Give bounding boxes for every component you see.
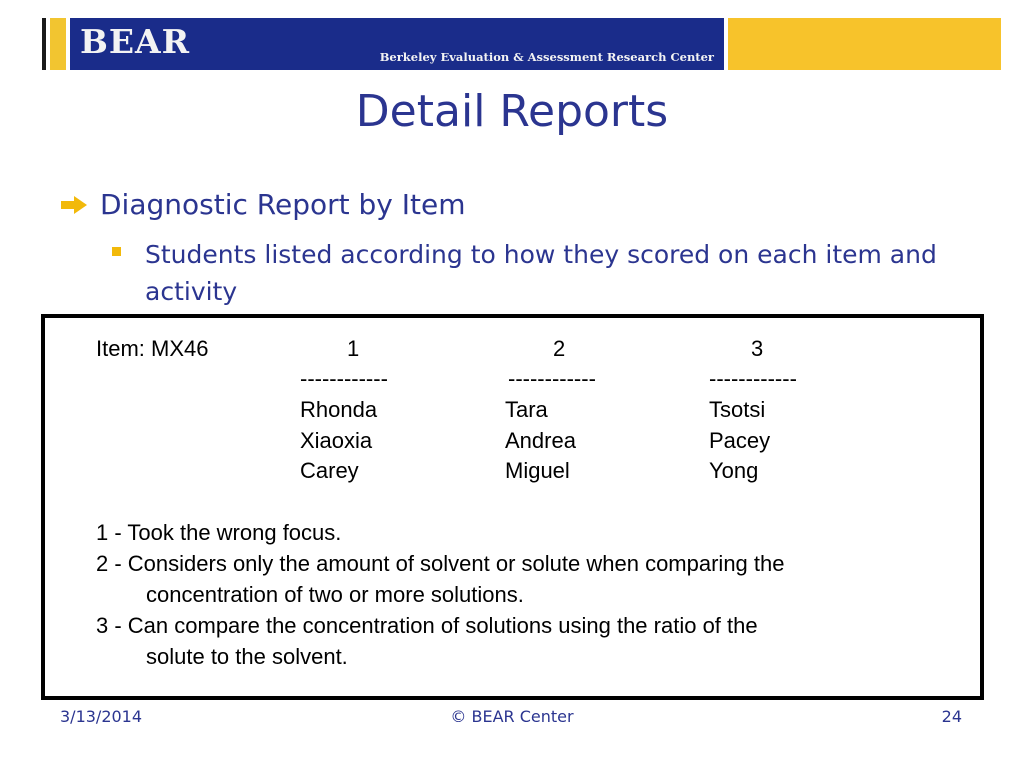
student-name: Carey [300, 458, 359, 483]
legend-line: 1 - Took the wrong focus. [96, 520, 342, 545]
legend-line-continuation: solute to the solvent. [146, 644, 348, 669]
bullet-level-2 [112, 236, 992, 310]
bullet-level-2-text: Students listed according to how they scored on each item and activity [145, 240, 937, 306]
footer-copyright: © BEAR Center [450, 707, 574, 726]
student-name: Yong [709, 458, 759, 483]
score-separator-1: ------------ [300, 366, 388, 391]
student-name: Miguel [505, 458, 570, 483]
banner-stripe-dark [42, 18, 46, 70]
student-name: Tara [505, 397, 548, 422]
footer-date: 3/13/2014 [60, 707, 143, 726]
score-separator-2: ------------ [508, 366, 596, 391]
bear-logo: BEAR [80, 22, 191, 61]
student-name: Andrea [505, 428, 576, 453]
bullet-level-1 [60, 188, 466, 221]
item-label: Item: MX46 [96, 336, 209, 361]
diagnostic-report-box [41, 314, 984, 700]
square-bullet-icon [112, 247, 121, 256]
slide-title: Detail Reports [355, 86, 669, 137]
legend-line: 2 - Considers only the amount of solvent or solute when comparing the [96, 551, 785, 576]
legend-line-continuation: concentration of two or more solutions. [146, 582, 524, 607]
student-name: Rhonda [300, 397, 378, 422]
student-name: Pacey [709, 428, 771, 453]
student-name: Xiaoxia [300, 428, 373, 453]
score-separator-3: ------------ [709, 366, 797, 391]
banner-stripe-gold-right [728, 18, 1001, 70]
banner-stripe-gold-left [50, 18, 66, 70]
footer-page-number: 24 [941, 707, 962, 726]
student-name: Tsotsi [709, 397, 766, 422]
score-header-3: 3 [751, 336, 764, 361]
arrow-right-icon [60, 195, 88, 215]
score-header-1: 1 [347, 336, 360, 361]
score-header-2: 2 [553, 336, 566, 361]
bullet-level-1-text: Diagnostic Report by Item [100, 188, 466, 221]
legend-line: 3 - Can compare the concentration of solutions using the ratio of the [96, 613, 758, 638]
banner-subtitle: Berkeley Evaluation & Assessment Research Center [379, 50, 714, 64]
